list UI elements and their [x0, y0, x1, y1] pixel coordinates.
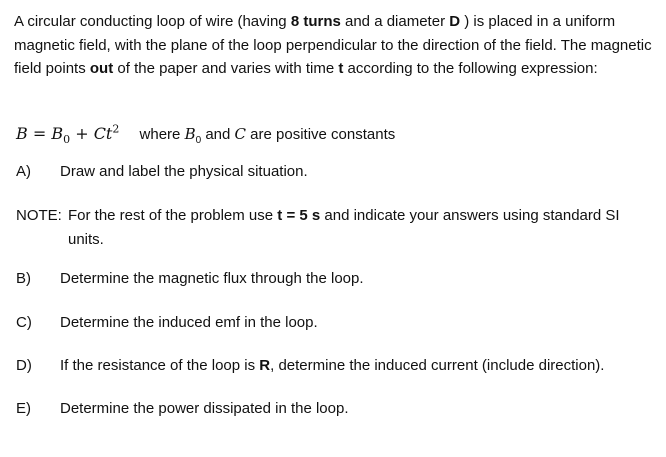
- where-b0: B: [184, 125, 196, 144]
- where-and: and: [201, 126, 235, 144]
- part-b: [16, 268, 364, 290]
- part-b-text: Determine the magnetic flux through the loop.: [60, 270, 364, 287]
- where-text: where: [139, 126, 185, 144]
- intro-text-3: ) is placed in a uniform magnetic field, with the plane of the loop perpendicular to the direction of the field. The magnetic field points: [14, 13, 652, 77]
- note-post: and indicate your answers using standard SI: [320, 207, 620, 224]
- part-e-letter: E): [16, 400, 31, 417]
- part-d-post: , determine the induced current (include direction).: [270, 357, 605, 374]
- field-direction: out: [89, 60, 114, 77]
- note-pre: For the rest of the problem use: [68, 207, 278, 224]
- eq-equals: =: [27, 124, 52, 144]
- time-symbol: t: [338, 60, 344, 77]
- equation-where: [139, 125, 396, 147]
- intro-text-4: of the paper and varies with time: [113, 60, 339, 77]
- eq-exponent: 2: [112, 123, 120, 136]
- intro-text-5: according to the following expression:: [343, 60, 598, 77]
- part-a-letter: A): [16, 163, 31, 180]
- part-e-text: Determine the power dissipated in the loop.: [60, 400, 349, 417]
- field-equation: [16, 119, 395, 152]
- note-continuation: units.: [68, 231, 104, 248]
- eq-b0: B: [51, 124, 64, 144]
- eq-b0-sub: 0: [63, 133, 71, 147]
- problem-intro: [14, 10, 654, 81]
- part-c: [16, 312, 318, 334]
- part-d-letter: D): [16, 357, 32, 374]
- part-c-text: Determine the induced emf in the loop.: [60, 314, 318, 331]
- note-block: [16, 204, 656, 252]
- turns-count: 8 turns: [290, 13, 341, 30]
- where-c: C: [234, 125, 247, 144]
- part-e: [16, 398, 349, 420]
- diameter-symbol: D: [449, 13, 461, 30]
- part-a: [16, 161, 308, 183]
- equation-math: [16, 123, 120, 147]
- part-d: [16, 355, 604, 377]
- intro-text-2: and a diameter: [340, 13, 450, 30]
- note-label: NOTE:: [16, 207, 62, 224]
- eq-plus: +: [70, 124, 94, 144]
- part-b-letter: B): [16, 270, 31, 287]
- part-a-text: Draw and label the physical situation.: [60, 163, 308, 180]
- intro-text-1: A circular conducting loop of wire (having: [14, 13, 291, 30]
- where-b0-sub: 0: [195, 135, 202, 147]
- part-d-pre: If the resistance of the loop is: [60, 357, 260, 374]
- where-rest: are positive constants: [246, 126, 396, 144]
- eq-ct: Ct: [93, 124, 113, 144]
- eq-lhs: B: [16, 124, 28, 144]
- resistance-symbol: R: [259, 357, 271, 374]
- note-time-value: t = 5 s: [277, 207, 321, 224]
- part-c-letter: C): [16, 314, 32, 331]
